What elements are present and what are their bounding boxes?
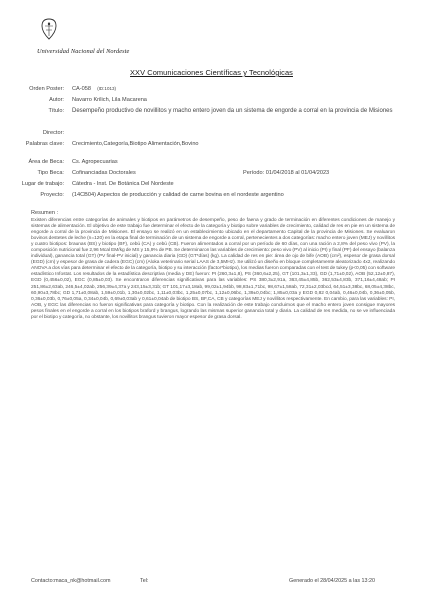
beca-type-label: Tipo Beca: <box>37 170 64 176</box>
university-logo <box>18 8 128 60</box>
summary-text: Existen diferencias entre categorías de animales y biotipos en parámetros de desempeño, peso de faena y grado de terminación en diferentes condiciones de manejo y sistemas de alimentación. El objetivo de este trabajo fue determinar el efecto de la categoría y biotipo sobre variables de crecimiento, calidad de res en pie en un sistema de engorde a corral de la provincia de Misiones. El ensayo se realizó en un establecimiento ubicado en el departamento Capital de la provincia de Misiones. Se evaluaron bovinos destetes de leche (n=120) en la etapa final de terminación de un sistema de engorde a corral, pertenecientes a dos categorías: macho entero joven (MEJ) y novillitos y cuatro biotipos: braunas (BS) y biotipo (BF), cebú (CA) y cebú (CB). Fueron alimentados a corral por un período de 60 días, con una ración a 2,8% del peso vivo (PV), la composición nutricional fue 2,96 Mcal EM/kg de MS y 15,9% de PB. Se determinaron las variables de crecimiento: peso vivo (PV) al inicio (PI) y final (PF) del ensayo (balanza individual), ganancia total (GT) (PV final-PV inicial) y ganancia diaria (GD) (GT*días) (kg). La calidad de res en pie: área de ojo de bife (AOB) (cm²), espesor de grasa dorsal (EGD) (cm) y espesor de grasa de cadera (EGC) (cm) (Aloka veterinario serial LAAS de 3,5MHz). Se utilizó un diseño en bloque completamente aleatorizado 4x2, realizando ANOVA a dos vías para determinar el efecto de la categoría, biotipo y su interacción (factor*biotipo), los medias fueron comparadas con el test de tukey (p<0,05) con software estadístico Infostat. Los resultados de la estadística descriptiva (media y DE) fueron: PI (260,3±1,8), PS (360,6±2,25), GT (101,3±1,33), GD (1,71±0,02), AOB (52,12±0,87), EGD (0,456±0,02), EGC (0,85±0,03). Se encontraron diferencias significativas para las variables: PS 380,3±2,91a, 363,45±4,85b, 362,53±4,83b, 371,16±4,48ab; PI 251,86±2,63ab, 246,5±4,02ab, 256,39±4,37a y 243,15±3,31b; GT 101,17±3,18ab, 99,02±1,94bb, 98,83±1,71bc, 98,67±1,58ab, 72,31±2,03bcd, 64,51±3,38bc, 68,05±4,38bc, 60,90±3,78bc; GD 1,71±0,08ab, 1,59±0,01b, 1,30±0,02bc, 1,11±0,03bc, 1,25±0,07bc, 1,12±0,06bc, 1,39±0,04bc; 1,85±0,03a y EGD 0,82 0,04ab, 0,46±0,04b, 0,36±0,05b, 0,36±0,03b, 0,76±0,05a, 0,34±0,04b, 0,69±0,03ab y 0,61±0,04ab de biotipo BS, BF,CA, CB y categorías MEJ y novillitos respectivamente. En cambio, para las variables: PI, AOB, y EGC las diferencias no fueron significativas para categoría y biotipo. Con la realización de este trabajo concluimos que el macho entero joven consigue mayores pesos finales en el engorde a corral en los biotipos braford y brangus, logrando las mismas superior ganancia total y diaria. La calidad de res medida, no se ve influenciada por el biotipo y categoría, no obstante, los novillitos brangus tuvieron mayor espesor de grasa dorsal. <box>31 218 396 320</box>
title-label: Título: <box>48 108 64 114</box>
area-value: Cs. Agropecuarias <box>72 159 118 165</box>
order-label: Orden Poster: <box>29 86 64 92</box>
area-label: Área de Beca: <box>28 159 64 165</box>
keywords-value: Crecimiento,Categoría,Biotipo Alimentación,Bovino <box>72 141 199 147</box>
conference-title: XXV Comunicaciones Científicas y Tecnológicas <box>130 68 293 77</box>
workplace-label: Lugar de trabajo: <box>21 181 64 187</box>
university-name: Universidad Nacional del Nordeste <box>37 48 130 55</box>
workplace-value: Cátedra - Inst. De Botánica Del Nordeste <box>72 181 174 187</box>
title-value: Desempeño productivo de novillitos y macho entero joven da un sistema de engorde a corral en la provincia de Misiones <box>72 108 393 114</box>
project-label: Proyecto: <box>40 192 64 198</box>
order-id-tag: (ID:1013) <box>97 86 116 91</box>
university-seal-icon <box>40 18 58 40</box>
beca-type-value: Cofinanciadas Doctorales <box>72 170 136 176</box>
keywords-label: Palabras clave: <box>25 141 64 147</box>
author-value: Navarro Krilich, Lila Macarena <box>72 97 147 103</box>
period-value: 01/04/2018 al 01/04/2023 <box>265 170 330 176</box>
footer-contact: Contacto:maca_nk@hotmail.com <box>31 578 111 584</box>
period-label: Período: <box>243 170 265 176</box>
footer-phone-label: Tel: <box>140 578 149 584</box>
order-value: CA-058 (ID:1013) <box>72 86 116 92</box>
summary-label: Resumen : <box>31 210 59 216</box>
author-label: Autor: <box>49 97 64 103</box>
director-label: Director: <box>42 130 64 136</box>
period-row <box>243 170 329 176</box>
project-value: (14CB04) Aspectos de producción y calidad de carne bovina en el nordeste argentino <box>72 192 284 198</box>
footer-generated: Generado el 28/04/2025 a las 13:20 <box>289 578 376 584</box>
